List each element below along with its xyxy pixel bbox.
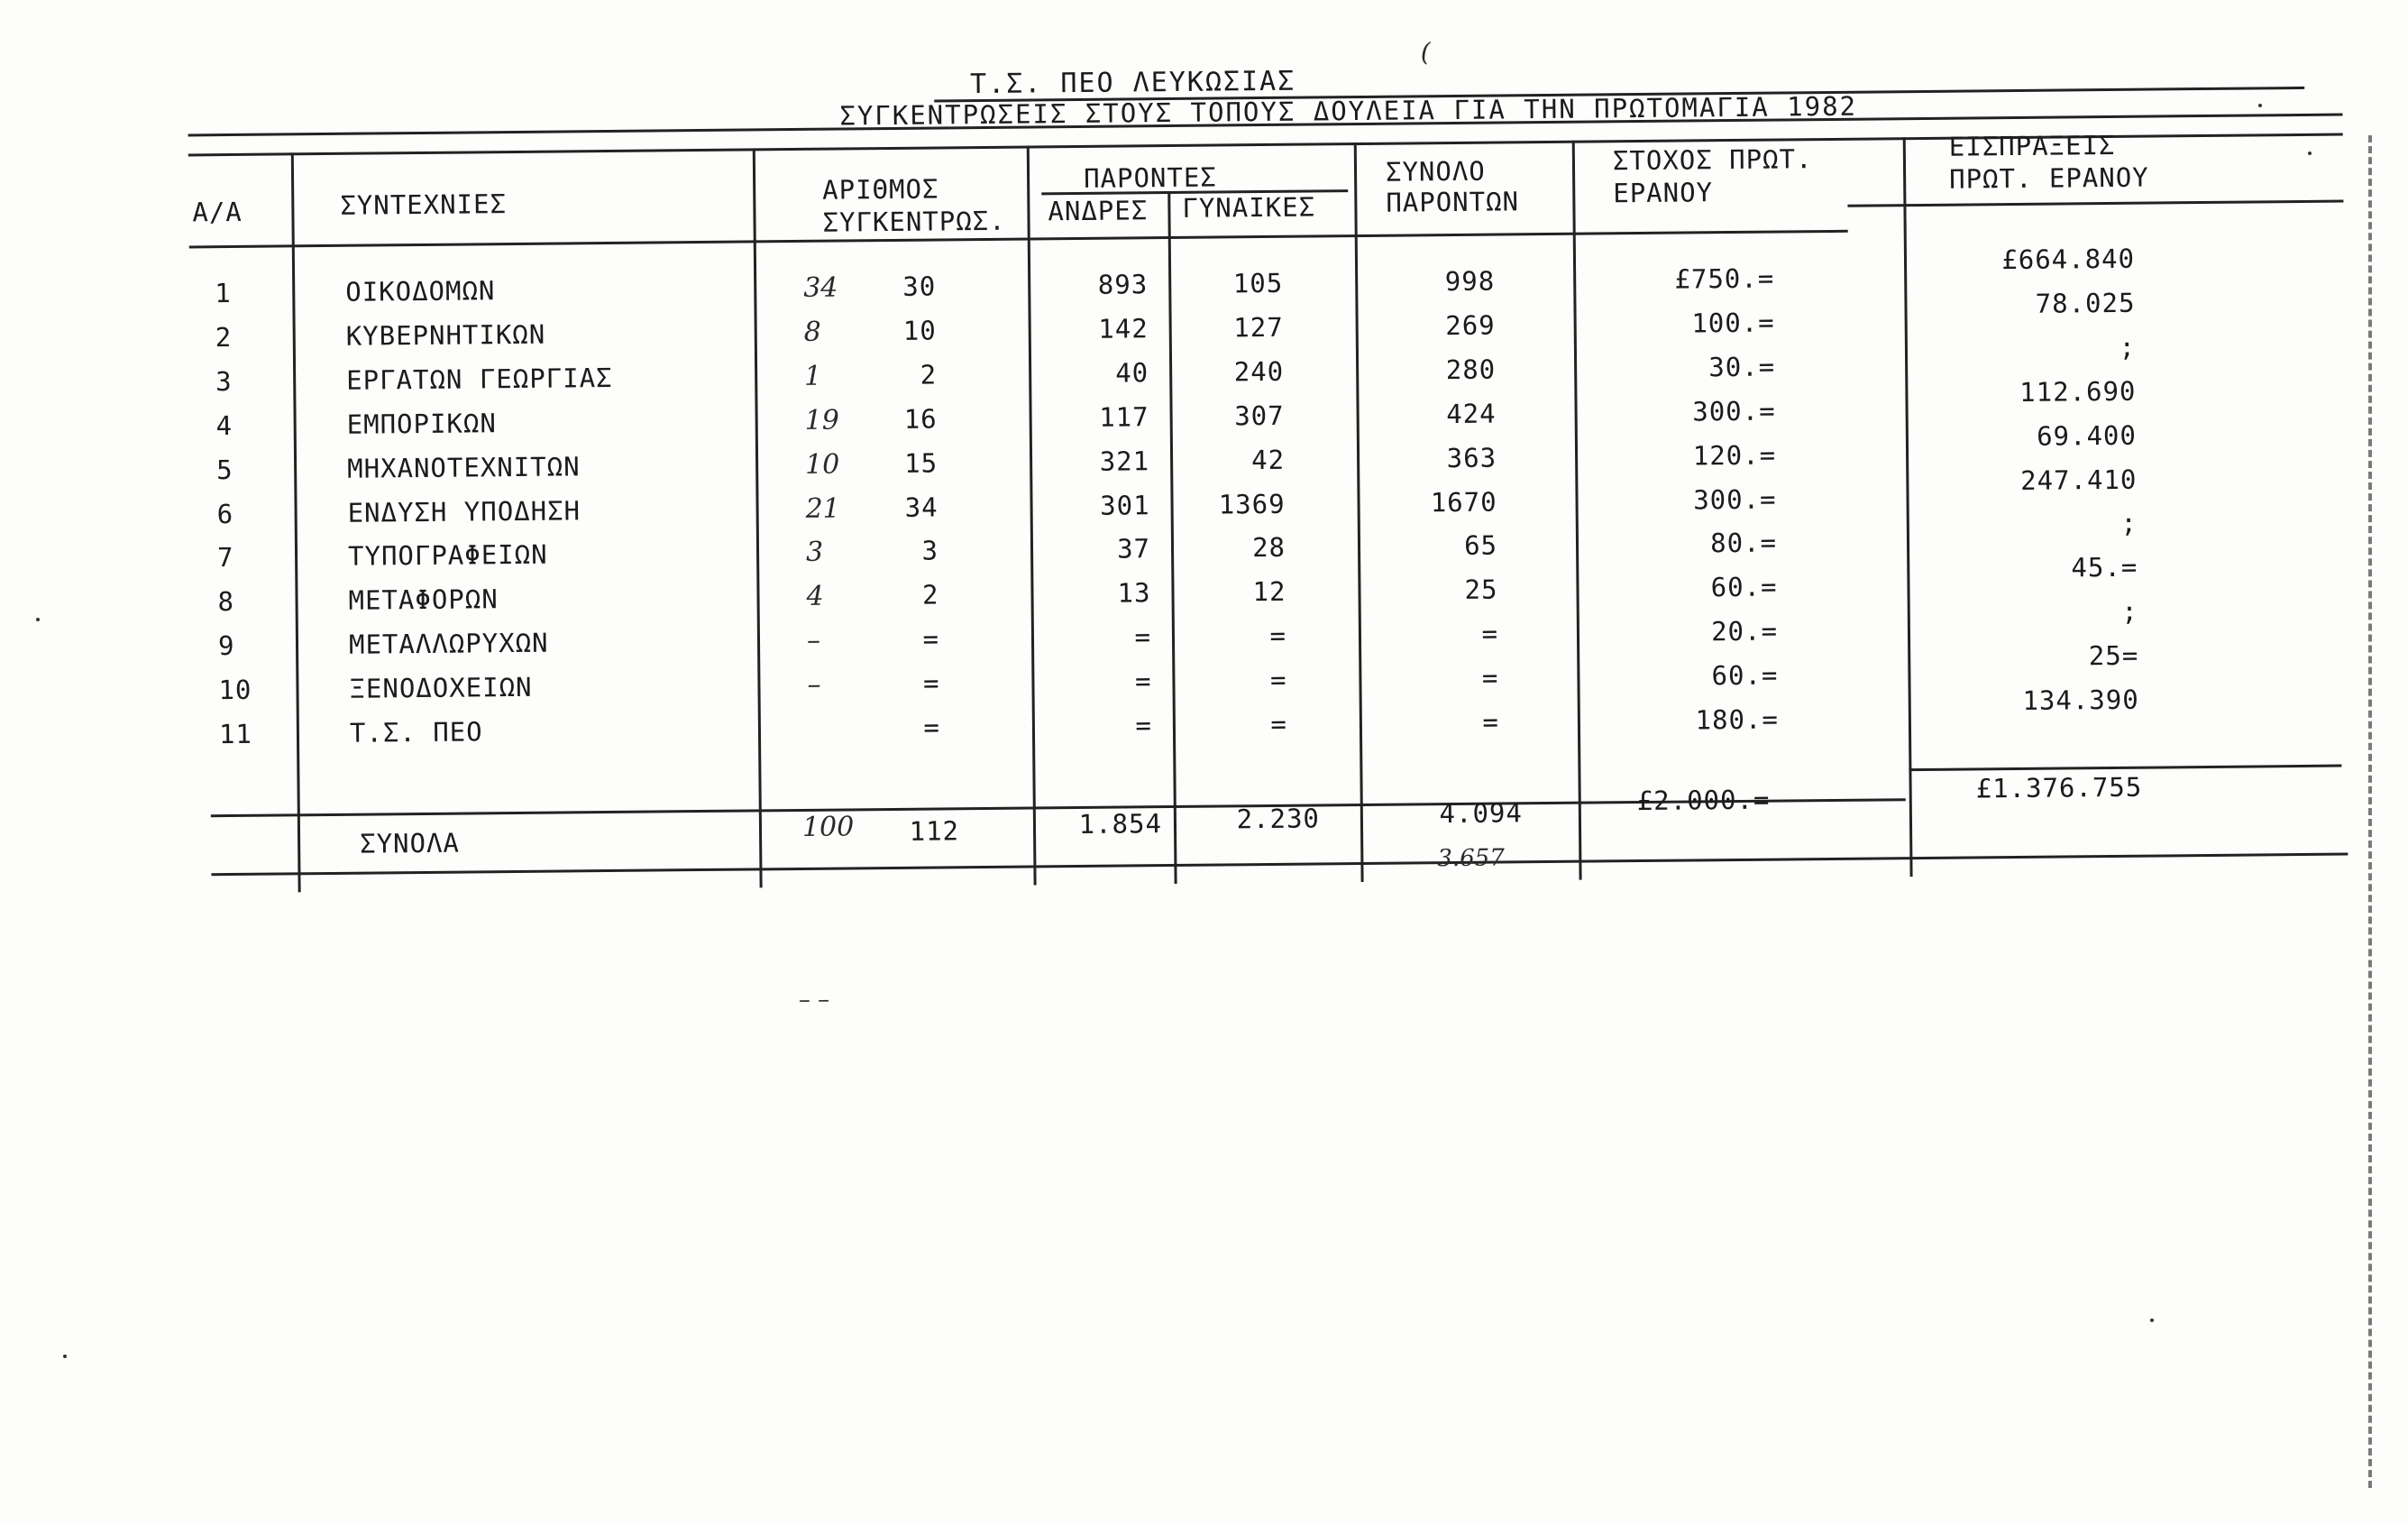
row-synk: 2 — [920, 359, 938, 390]
row-stoxos: 80.= — [1710, 527, 1778, 559]
row-stoxos: 300.= — [1692, 395, 1776, 427]
row-aa: 3 — [215, 365, 233, 397]
row-andres: 893 — [1097, 269, 1149, 300]
row-gynaikes: 105 — [1232, 267, 1284, 299]
row-synk: 16 — [903, 403, 938, 435]
row-synolo: 65 — [1463, 529, 1498, 562]
row-andres: 321 — [1099, 445, 1150, 477]
row-hand-count: 1 — [804, 360, 822, 392]
row-gynaikes: 42 — [1251, 444, 1286, 475]
row-synk: = — [922, 667, 940, 699]
row-synolo: = — [1481, 618, 1499, 649]
row-aa: 9 — [217, 630, 235, 662]
row-aa: 7 — [216, 542, 234, 574]
row-synolo: = — [1481, 662, 1499, 694]
row-aa: 10 — [218, 674, 252, 706]
row-andres: = — [1134, 621, 1152, 653]
header-parontes: ΠΑΡΟΝΤΕΣ — [1083, 161, 1217, 194]
totals-andres: 1.854 — [1078, 808, 1163, 840]
header-syntechnies: ΣΥΝΤΕΧΝΙΕΣ — [340, 188, 508, 221]
row-hand-count: 19 — [804, 404, 840, 436]
row-synolo: 1670 — [1430, 486, 1497, 518]
header-bottom-rule-right — [1847, 200, 2343, 207]
row-syntechnia: ΜΕΤΑΦΟΡΩΝ — [348, 583, 499, 617]
row-gynaikes: = — [1269, 620, 1287, 652]
header-synolo-2: ΠΑΡΟΝΤΩΝ — [1386, 186, 1520, 218]
totals-synolo-handwritten: 3.657 — [1437, 844, 1505, 873]
row-syntechnia: ΞΕΝΟΔΟΧΕΙΩΝ — [349, 671, 533, 704]
scan-speck — [2150, 1318, 2154, 1322]
row-synolo: 363 — [1446, 442, 1497, 473]
row-stoxos: 300.= — [1693, 483, 1777, 515]
row-andres: 117 — [1099, 400, 1149, 433]
row-hand-count: 34 — [803, 271, 838, 304]
scan-speck — [2258, 104, 2262, 107]
col-divider-stoxos — [1903, 137, 1913, 877]
row-eispraxeis: ; — [2119, 331, 2137, 363]
row-andres: = — [1135, 710, 1153, 741]
row-gynaikes: 240 — [1233, 355, 1285, 388]
row-hand-count: 8 — [803, 316, 821, 348]
row-synolo: 998 — [1444, 265, 1496, 298]
totals-eispraxeis: £1.376.755 — [1975, 771, 2143, 804]
row-stoxos: 30.= — [1708, 351, 1776, 383]
row-syntechnia: ΟΙΚΟΔΟΜΩΝ — [345, 275, 496, 308]
totals-top-rule-right — [1909, 765, 2341, 772]
header-aa: Α/Α — [192, 196, 243, 228]
row-eispraxeis: 45.= — [2071, 552, 2138, 583]
row-aa: 1 — [215, 278, 232, 309]
totals-synk: 112 — [909, 815, 960, 847]
row-andres: = — [1134, 666, 1152, 697]
col-divider-andres — [1167, 191, 1177, 884]
header-gynaikes: ΓΥΝΑΙΚΕΣ — [1182, 191, 1316, 224]
row-eispraxeis: 112.690 — [2019, 375, 2137, 408]
row-hand-count: – — [806, 624, 821, 657]
col-divider-arithmos — [1027, 146, 1037, 886]
row-syntechnia: ΜΕΤΑΛΛΩΡΥΧΩΝ — [348, 627, 549, 660]
totals-hand-count: 100 — [801, 811, 855, 843]
row-gynaikes: 307 — [1234, 400, 1285, 432]
col-divider-aa — [291, 152, 301, 892]
scan-speck — [2308, 152, 2312, 155]
row-synolo: = — [1482, 706, 1500, 738]
row-synk: 2 — [921, 579, 939, 611]
totals-gynaikes: 2.230 — [1236, 803, 1321, 835]
row-hand-count: 10 — [804, 448, 840, 481]
row-synolo: 424 — [1446, 398, 1497, 429]
row-stoxos: 20.= — [1710, 615, 1779, 648]
header-eispraxeis-2: ΠΡΩΤ. ΕΡΑΝΟΥ — [1948, 161, 2149, 195]
row-eispraxeis: 247.410 — [2019, 464, 2138, 496]
row-aa: 11 — [218, 718, 253, 750]
row-andres: 142 — [1098, 313, 1149, 344]
row-eispraxeis: 25= — [2088, 639, 2139, 672]
row-synk: 10 — [902, 315, 937, 346]
header-arithmos-2: ΣΥΓΚΕΝΤΡΩΣ. — [822, 205, 1006, 238]
row-hand-count — [808, 712, 862, 713]
row-andres: 13 — [1117, 577, 1151, 609]
header-eispraxeis-1: ΕΙΣΠΡΑΞΕΙΣ — [1948, 129, 2116, 162]
row-syntechnia: Τ.Σ. ΠΕΟ — [349, 716, 483, 749]
row-stoxos: £750.= — [1674, 262, 1775, 295]
row-synk: = — [922, 623, 940, 655]
row-gynaikes: 127 — [1233, 311, 1284, 344]
scan-speck — [36, 618, 40, 621]
row-aa: 6 — [216, 498, 234, 529]
row-andres: 37 — [1116, 533, 1151, 565]
row-gynaikes: = — [1269, 664, 1287, 696]
row-gynaikes: 28 — [1251, 532, 1286, 564]
col-divider-name — [753, 148, 763, 887]
header-stoxos-1: ΣΤΟΧΟΣ ΠΡΩΤ. — [1612, 143, 1813, 177]
row-synolo: 25 — [1464, 574, 1498, 606]
row-synolo: 280 — [1445, 354, 1497, 385]
row-syntechnia: ΤΥΠΟΓΡΑΦΕΙΩΝ — [347, 539, 548, 573]
header-arithmos-1: ΑΡΙΘΜΟΣ — [822, 173, 939, 206]
row-eispraxeis: ; — [2121, 595, 2138, 628]
row-syntechnia: ΚΥΒΕΡΝΗΤΙΚΩΝ — [345, 318, 546, 352]
row-syntechnia: ΕΜΠΟΡΙΚΩΝ — [346, 407, 497, 440]
row-andres: 40 — [1115, 357, 1149, 389]
row-stoxos: 100.= — [1691, 307, 1775, 339]
col-divider-synolo — [1572, 141, 1582, 880]
col-divider-gynaikes — [1354, 142, 1364, 882]
totals-synolo: 4.094 — [1439, 797, 1524, 830]
row-andres: 301 — [1100, 489, 1150, 521]
row-eispraxeis: 69.400 — [2036, 419, 2138, 452]
row-aa: 5 — [215, 454, 233, 485]
row-eispraxeis: 134.390 — [2022, 684, 2139, 716]
row-synk: = — [923, 712, 941, 743]
row-syntechnia: ΜΗΧΑΝΟΤΕΧΝΙΤΩΝ — [346, 450, 581, 484]
row-synk: 30 — [902, 271, 937, 302]
row-syntechnia: ΕΝΔΥΣΗ ΥΠΟΔΗΣΗ — [347, 494, 581, 528]
header-andres: ΑΝΔΡΕΣ — [1048, 195, 1149, 227]
row-aa: 2 — [215, 321, 233, 354]
row-syntechnia: ΕΡΓΑΤΩΝ ΓΕΩΡΓΙΑΣ — [346, 362, 613, 396]
row-hand-count: 3 — [805, 537, 824, 569]
row-hand-count: 21 — [805, 492, 840, 525]
totals-bottom-rule — [211, 853, 2348, 877]
top-handwritten-mark: ( — [1420, 37, 1431, 68]
stray-dash-marks: – – — [798, 986, 830, 1015]
row-eispraxeis: 78.025 — [2035, 287, 2136, 319]
totals-stoxos: £2.000.= — [1636, 784, 1771, 817]
row-synk: 15 — [904, 447, 938, 479]
scan-speck — [63, 1355, 67, 1358]
row-hand-count: – — [807, 668, 821, 701]
row-aa: 8 — [217, 586, 235, 618]
document-subtitle: ΣΥΓΚΕΝΤΡΩΣΕΙΣ ΣΤΟΥΣ ΤΟΠΟΥΣ ΔΟΥΛΕΙΑ ΓΙΑ ΤΗΝ ΠΡΩΤΟΜΑΓΙΑ 1982 — [839, 90, 1858, 132]
row-aa: 4 — [215, 409, 233, 441]
row-gynaikes: 12 — [1252, 576, 1286, 608]
row-gynaikes: 1369 — [1218, 488, 1286, 520]
totals-label: ΣΥΝΟΛΑ — [359, 827, 461, 859]
row-gynaikes: = — [1270, 708, 1288, 739]
scan-edge — [2368, 135, 2408, 1488]
document-heading: Τ.Σ. ΠΕΟ ΛΕΥΚΩΣΙΑΣ — [969, 65, 1296, 101]
header-stoxos-2: ΕΡΑΝΟΥ — [1613, 177, 1714, 209]
row-stoxos: 60.= — [1710, 571, 1778, 603]
header-synolo-1: ΣΥΝΟΛΟ — [1385, 155, 1486, 188]
row-synolo: 269 — [1445, 309, 1496, 341]
header-bottom-rule — [189, 230, 1848, 249]
row-stoxos: 120.= — [1692, 439, 1777, 472]
row-eispraxeis: £664.840 — [2001, 243, 2136, 276]
row-stoxos: 60.= — [1711, 659, 1779, 692]
row-synk: 34 — [904, 491, 938, 523]
row-stoxos: 180.= — [1695, 703, 1780, 736]
row-synk: 3 — [921, 535, 939, 567]
row-eispraxeis: ; — [2120, 508, 2138, 539]
row-hand-count: 4 — [806, 581, 824, 613]
